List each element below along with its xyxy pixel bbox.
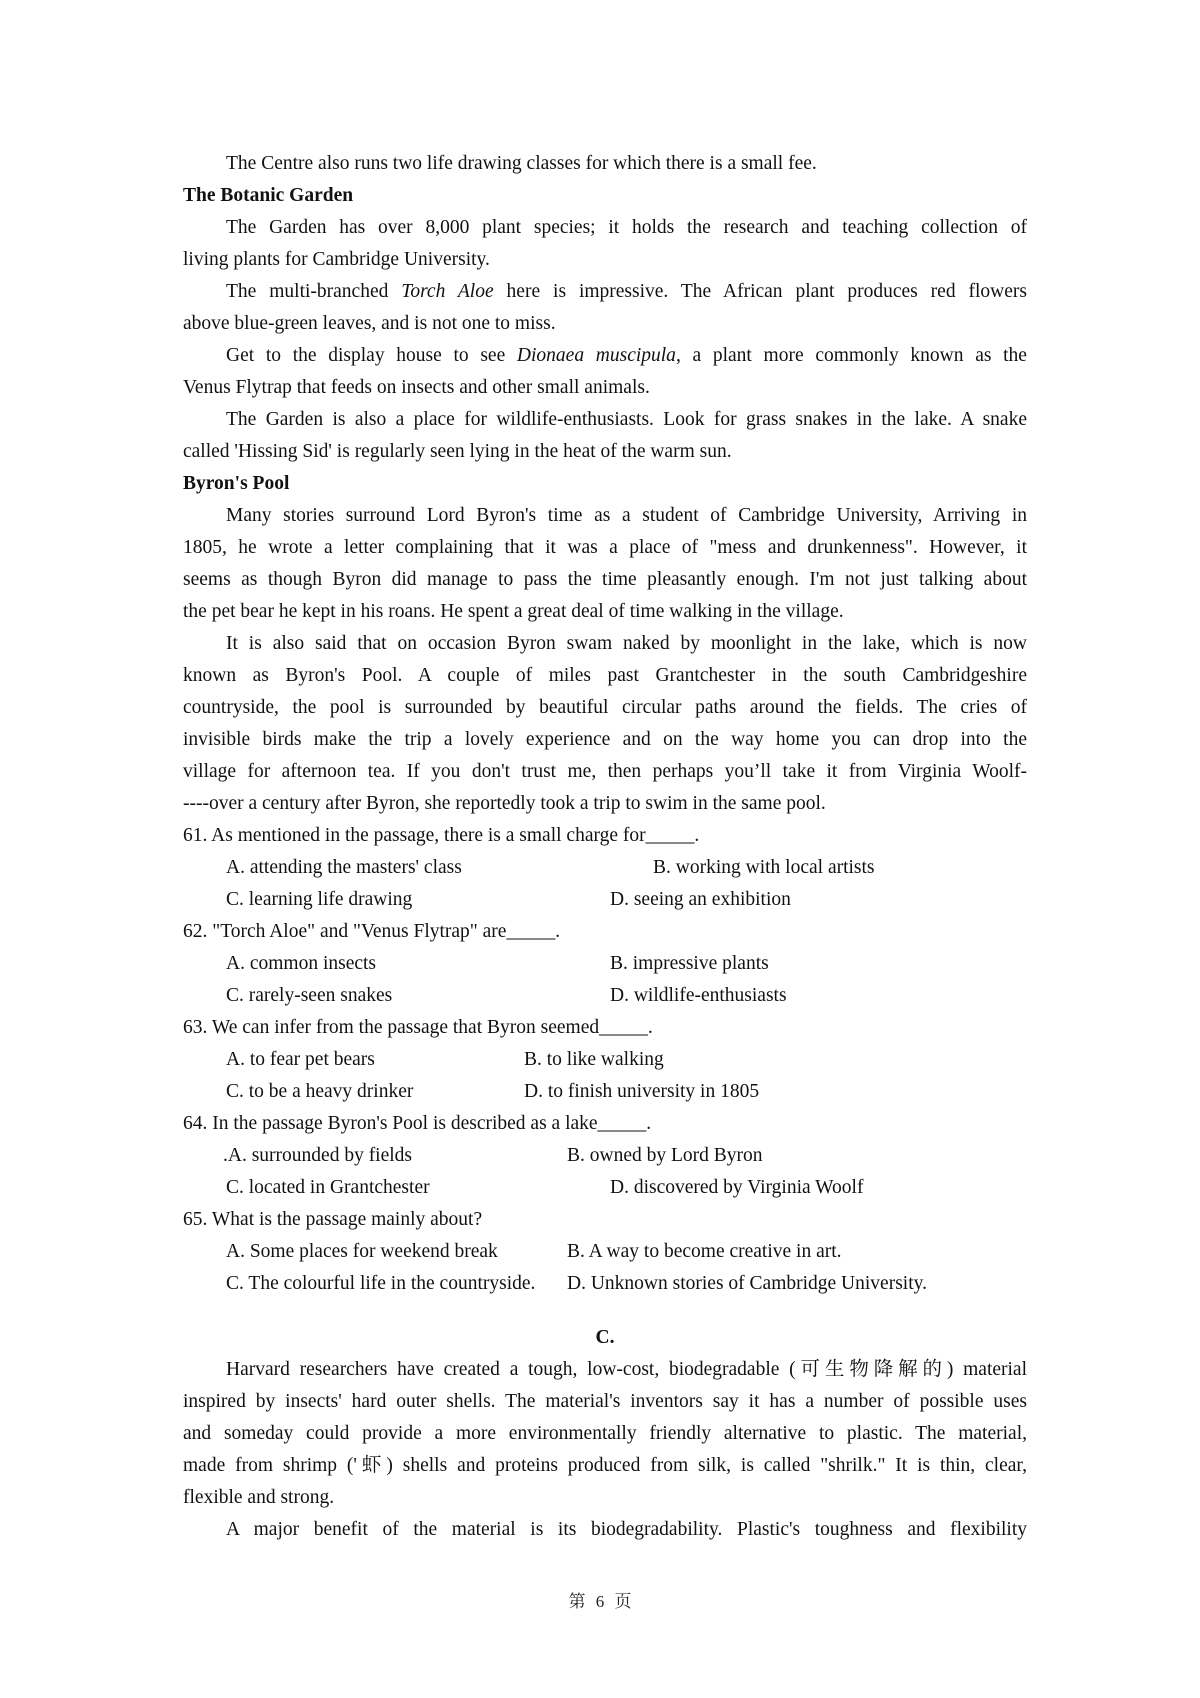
option-a: A. common insects (226, 953, 377, 974)
option-b: B. to like walking (524, 1049, 664, 1070)
paragraph-line: known as Byron's Pool. A couple of miles past Grantchester in the south Cambridgeshire (183, 665, 1027, 686)
option-d: D. wildlife-enthusiasts (610, 985, 787, 1006)
paragraph-line: inspired by insects' hard outer shells. The material's inventors say it has a number of possible uses (183, 1391, 1027, 1412)
option-row (183, 948, 1027, 980)
option-row (183, 1172, 1027, 1204)
paragraph-line: countryside, the pool is surrounded by beautiful circular paths around the fields. The cries of (183, 697, 1027, 718)
paragraph-line: village for afternoon tea. If you don't trust me, then perhaps you’ll take it from Virginia Woolf- (183, 761, 1027, 782)
question-stem: 65. What is the passage mainly about? (183, 1209, 483, 1230)
option-row (183, 1044, 1027, 1076)
option-c: C. located in Grantchester (226, 1177, 430, 1198)
paragraph-line: invisible birds make the trip a lovely experience and on the way home you can drop into the (183, 729, 1027, 750)
text-fragment: The multi-branched (226, 281, 402, 302)
section-heading-byrons-pool: Byron's Pool (183, 473, 290, 494)
option-row (183, 852, 1027, 884)
question-stem: 62. "Torch Aloe" and "Venus Flytrap" are_____. (183, 921, 561, 942)
option-d: D. to finish university in 1805 (524, 1081, 760, 1102)
section-title-c: C. (595, 1327, 615, 1348)
option-a: A. Some places for weekend break (226, 1241, 498, 1262)
paragraph-line: Venus Flytrap that feeds on insects and other small animals. (183, 377, 650, 398)
paragraph-line (183, 276, 1027, 308)
paragraph-line: A major benefit of the material is its biodegradability. Plastic's toughness and flexibility (226, 1519, 1027, 1540)
spacer (183, 1300, 1027, 1322)
option-a: .A. surrounded by fields (223, 1145, 413, 1166)
italic-plant-name: Dionaea muscipula (516, 345, 676, 366)
option-c: C. The colourful life in the countryside. (226, 1273, 536, 1294)
italic-plant-name: Torch Aloe (401, 281, 494, 302)
paragraph-line: Harvard researchers have created a tough, low-cost, biodegradable (可生物降解的) material (226, 1359, 1027, 1380)
paragraph-line: living plants for Cambridge University. (183, 249, 490, 270)
paragraph-line: Many stories surround Lord Byron's time as a student of Cambridge University, Arriving in (226, 505, 1027, 526)
text-fragment: , a plant more commonly known as the (675, 345, 1027, 366)
option-row (183, 1268, 1027, 1300)
text-fragment: Get to the display house to see (226, 345, 517, 366)
paragraph-line: The Centre also runs two life drawing classes for which there is a small fee. (226, 153, 817, 174)
option-b: B. working with local artists (653, 857, 875, 878)
paragraph-line: and someday could provide a more environmentally friendly alternative to plastic. The material, (183, 1423, 1027, 1444)
option-b: B. A way to become creative in art. (567, 1241, 842, 1262)
paragraph-line: It is also said that on occasion Byron swam naked by moonlight in the lake, which is now (226, 633, 1027, 654)
paragraph-line: above blue-green leaves, and is not one to miss. (183, 313, 556, 334)
paragraph-line: The Garden is also a place for wildlife-enthusiasts. Look for grass snakes in the lake. A snake (226, 409, 1027, 430)
option-row (183, 1236, 1027, 1268)
option-a: A. attending the masters' class (226, 857, 462, 878)
option-row (183, 1076, 1027, 1108)
option-d: D. discovered by Virginia Woolf (610, 1177, 864, 1198)
question-stem: 64. In the passage Byron's Pool is described as a lake_____. (183, 1113, 652, 1134)
page-content (183, 148, 1027, 1546)
paragraph-line: ----over a century after Byron, she reportedly took a trip to swim in the same pool. (183, 793, 826, 814)
question-stem: 61. As mentioned in the passage, there is a small charge for_____. (183, 825, 700, 846)
option-row (183, 980, 1027, 1012)
option-c: C. learning life drawing (226, 889, 413, 910)
paragraph-line: flexible and strong. (183, 1487, 335, 1508)
page-number: 第 6 页 (568, 1592, 632, 1611)
paragraph-line: called 'Hissing Sid' is regularly seen lying in the heat of the warm sun. (183, 441, 732, 462)
option-c: C. rarely-seen snakes (226, 985, 393, 1006)
paragraph-line: seems as though Byron did manage to pass the time pleasantly enough. I'm not just talking about (183, 569, 1027, 590)
option-d: D. Unknown stories of Cambridge University. (567, 1273, 927, 1294)
option-row (183, 1140, 1027, 1172)
option-c: C. to be a heavy drinker (226, 1081, 414, 1102)
section-heading-botanic-garden: The Botanic Garden (183, 185, 354, 206)
option-b: B. impressive plants (610, 953, 769, 974)
paragraph-line: 1805, he wrote a letter complaining that it was a place of "mess and drunkenness". However, it (183, 537, 1027, 558)
paragraph-line: the pet bear he kept in his roans. He spent a great deal of time walking in the village. (183, 601, 844, 622)
option-row (183, 884, 1027, 916)
paragraph-line (183, 340, 1027, 372)
text-fragment: here is impressive. The African plant produces red flowers (493, 281, 1027, 302)
paragraph-line: made from shrimp ('虾) shells and proteins produced from silk, is called "shrilk." It is thin, clear, (183, 1455, 1027, 1476)
option-b: B. owned by Lord Byron (567, 1145, 763, 1166)
option-a: A. to fear pet bears (226, 1049, 375, 1070)
option-d: D. seeing an exhibition (610, 889, 791, 910)
paragraph-line: The Garden has over 8,000 plant species; it holds the research and teaching collection of (226, 217, 1027, 238)
question-stem: 63. We can infer from the passage that Byron seemed_____. (183, 1017, 653, 1038)
